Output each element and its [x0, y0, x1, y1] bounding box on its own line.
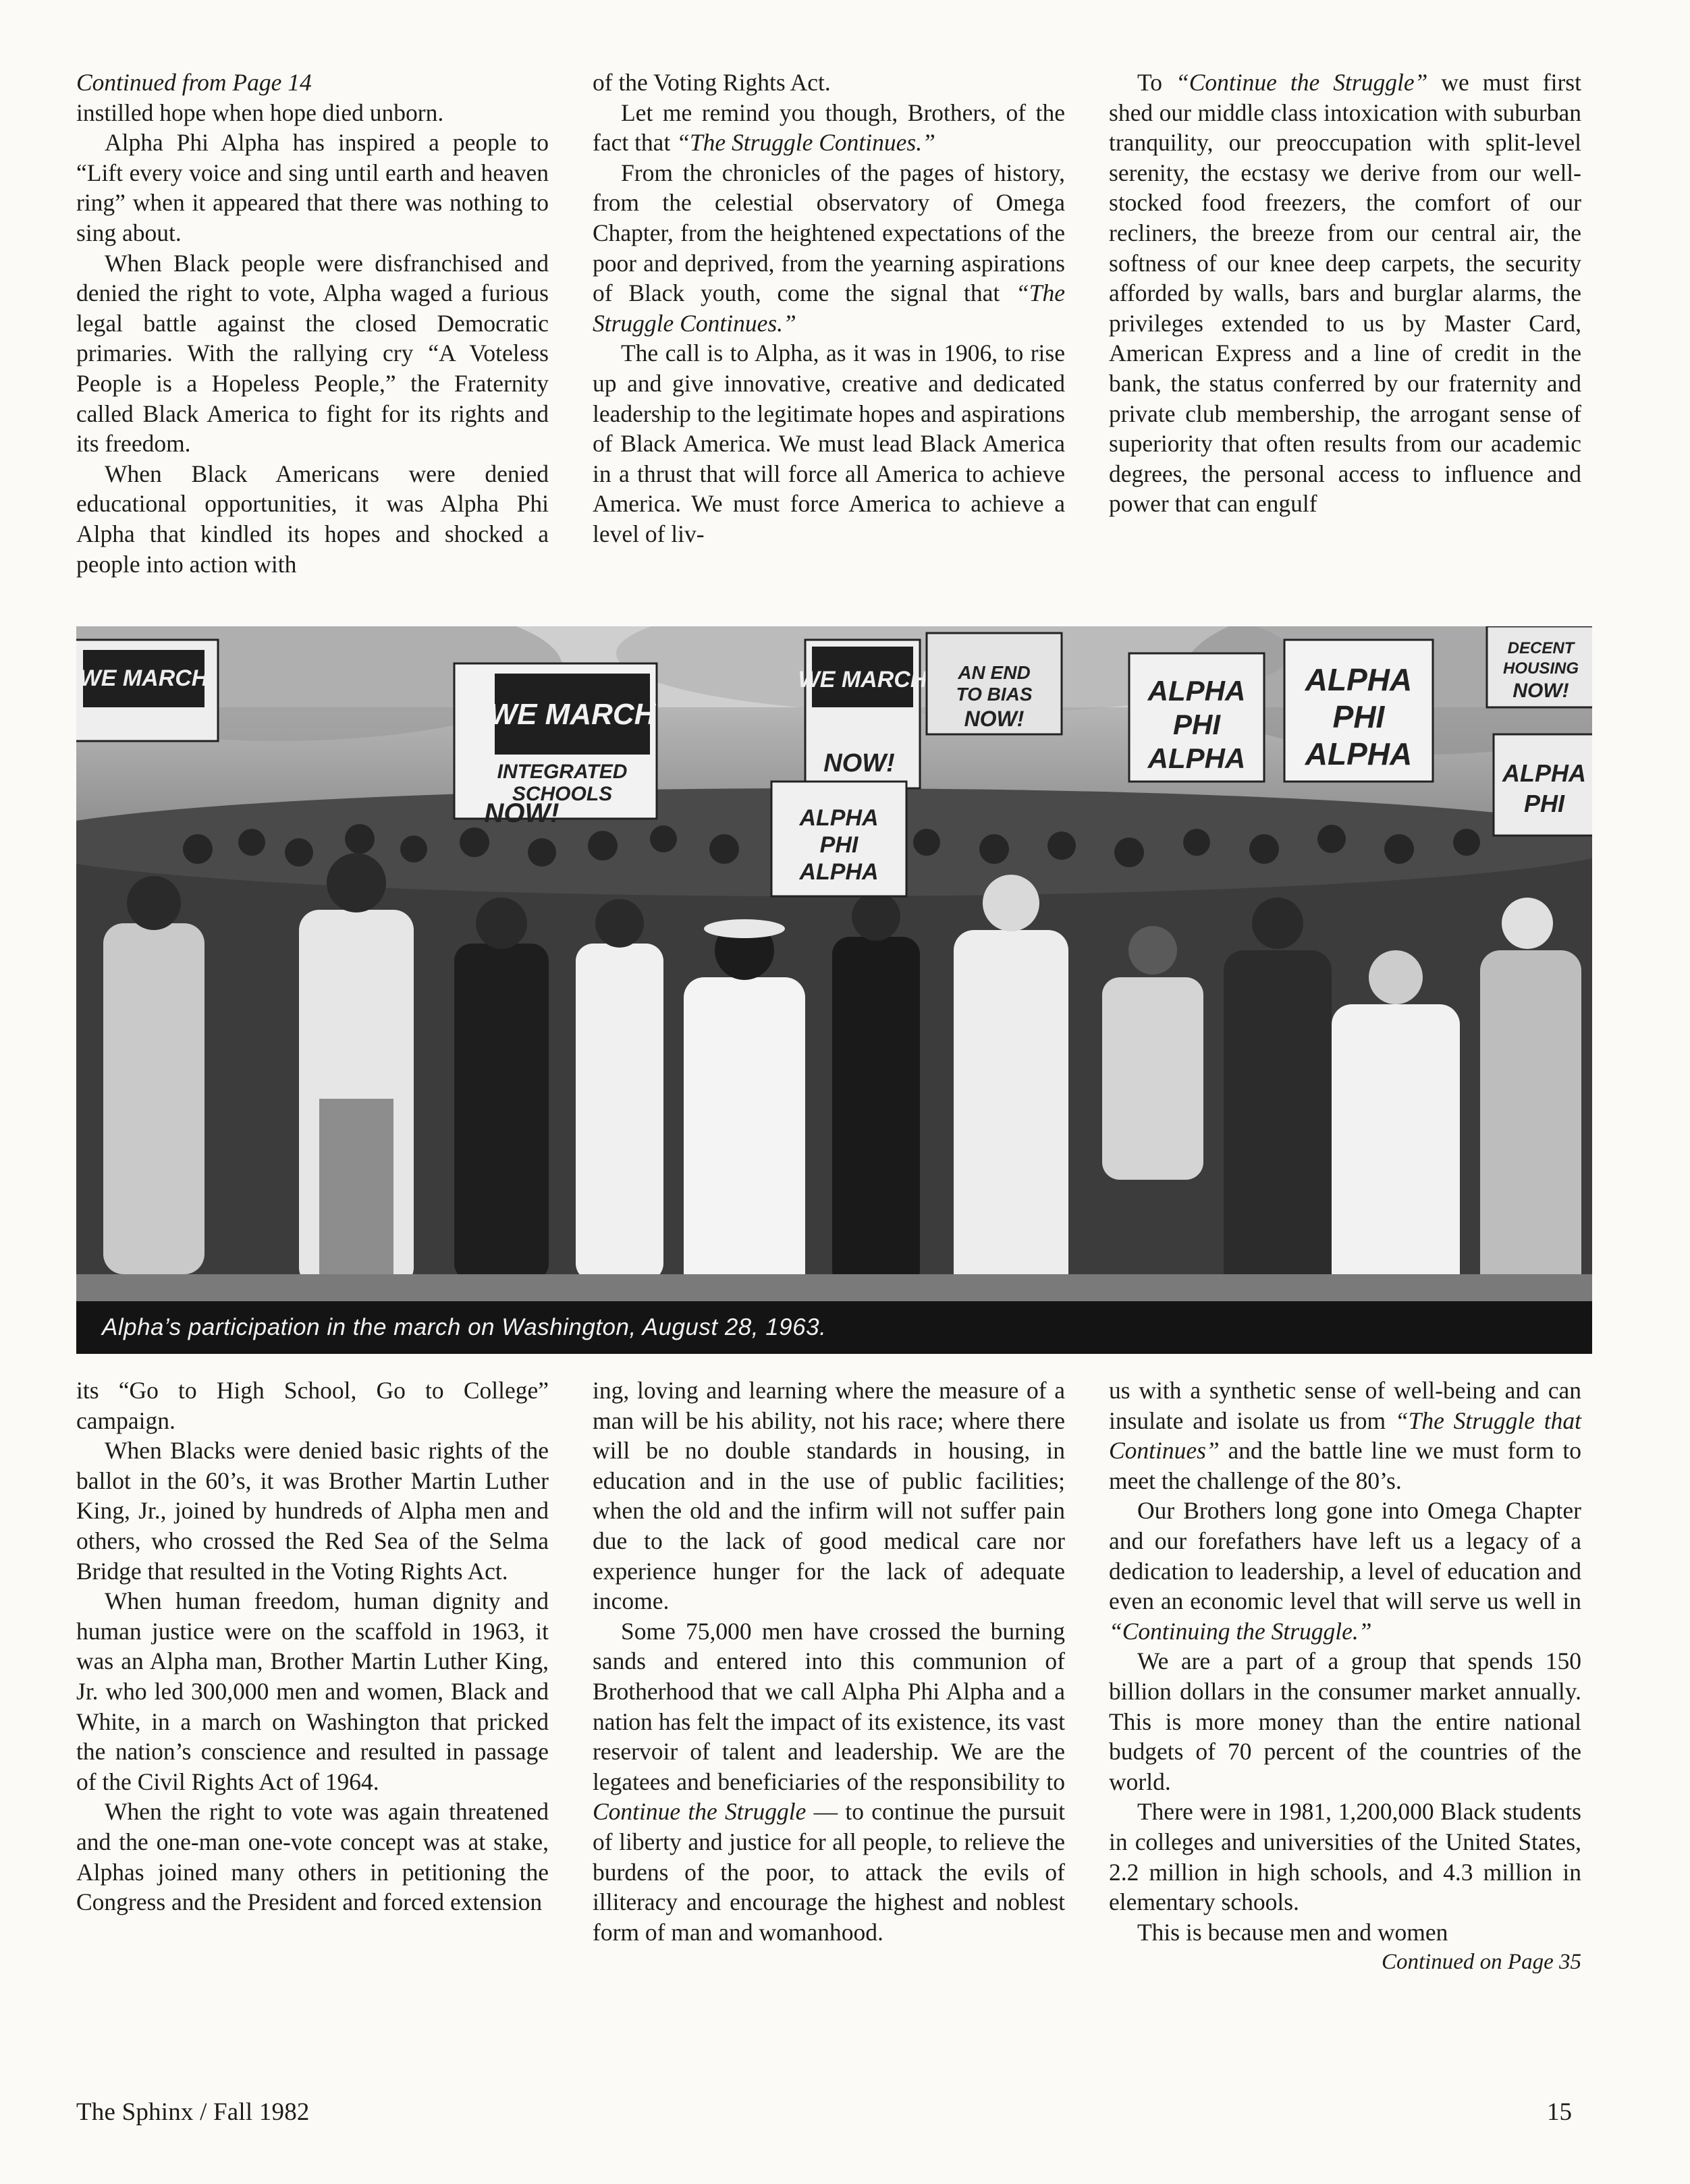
- sign-text: ALPHA: [799, 859, 879, 885]
- paragraph: The call is to Alpha, as it was in 1906, to rise up and give innovative, creative and dedicated leadership to the legitimate hopes and aspirations of Black America. We must lead Black America in a thrust that will force all America to achieve America. We must force America to achieve a level of liv-: [593, 339, 1065, 547]
- sign-text: SCHOOLS: [512, 783, 613, 805]
- paragraph: To “Continue the Struggle” we must first shed our middle class intoxication with suburban tranquility, our preoccupation with split-level serenity, the ecstasy we derive from our well-stocked food freezers, the comfort of our recliners, the breeze from our central air, the softness of our knee deep carpets, the security afforded by walls, bars and burglar alarms, the privileges extended to us by Master Card, American Express and a line of credit in the bank, the status conferred by our fraternity and private club membership, the arrogant sense of superiority that often results from our academic degrees, the personal access to influence and power that can engulf: [1109, 69, 1581, 518]
- sign-text: PHI: [1332, 699, 1385, 734]
- paragraph: instilled hope when hope died unborn.: [76, 99, 444, 126]
- paragraph: When the right to vote was again threatened and the one-man one-vote concept was at stake, Alphas joined many others in petitioning the Congress and the President and forced extension: [76, 1798, 549, 1916]
- paragraph: When Black people were disfranchised and denied the right to vote, Alpha waged a furious legal battle against the closed Democratic primaries. With the rallying cry “A Voteless People is a Hopeless People,” the Fraternity called Black America to fight for its rights and its freedom.: [76, 249, 549, 458]
- article-column-bottom-2: [593, 1375, 1065, 1947]
- sign-text: ALPHA: [1502, 759, 1586, 787]
- paragraph: Our Brothers long gone into Omega Chapter and our forefathers have left us a legacy of a dedication to leadership, a level of education and even an economic level that will serve us well in “Continuing the Struggle.”: [1109, 1497, 1581, 1645]
- march-photo: [76, 626, 1592, 1354]
- article-column-top-1: [76, 67, 549, 579]
- sign-text: NOW!: [964, 707, 1025, 731]
- sign-text: INTEGRATED: [497, 761, 628, 783]
- sign-text: HOUSING: [1502, 659, 1579, 678]
- paragraph: Some 75,000 men have crossed the burning sands and entered into this communion of Brotherhood that we call Alpha Phi Alpha and a nation has felt the impact of its existence, its vast reservoir of talent and leadership. We are the legatees and beneficiaries of the responsibility to Continue the Struggle — to continue the pursuit of liberty and justice for all people, to relieve the burdens of the poor, to attack the evils of illiteracy and encourage the highest and noblest form of man and womanhood.: [593, 1617, 1065, 1946]
- publication-footer: The Sphinx / Fall 1982: [76, 2098, 310, 2126]
- sign-text: PHI: [1172, 709, 1221, 740]
- paragraph: There were in 1981, 1,200,000 Black students in colleges and universities of the United States, 2.2 million in high schools, and 4.3 million in elementary schools.: [1109, 1798, 1581, 1916]
- sign-text: ALPHA: [799, 805, 879, 831]
- sign-text: NOW!: [823, 749, 895, 777]
- paragraph: of the Voting Rights Act.: [593, 69, 831, 96]
- sign-text: ALPHA: [1147, 675, 1246, 707]
- sign-text: WE MARCH: [79, 665, 209, 691]
- paragraph: its “Go to High School, Go to College” campaign.: [76, 1377, 549, 1434]
- sign-text: NOW!: [1512, 680, 1569, 702]
- sign-text: AN END: [958, 662, 1031, 683]
- article-column-bottom-3: [1109, 1375, 1581, 1977]
- continued-on-note: Continued on Page 35: [1381, 1950, 1581, 1975]
- continued-from-note: Continued from Page 14: [76, 69, 312, 96]
- paragraph: When human freedom, human dignity and human justice were on the scaffold in 1963, it was an Alpha man, Brother Martin Luther King, Jr. who led 300,000 men and women, Black and White, in a march on Washington that pricked the nation’s conscience and resulted in passage of the Civil Rights Act of 1964.: [76, 1587, 549, 1795]
- article-column-bottom-1: [76, 1375, 549, 1917]
- article-column-top-2: [593, 67, 1065, 549]
- sign-text: WE MARCH: [489, 698, 656, 731]
- paragraph: ing, loving and learning where the measure of a man will be his ability, not his race; where there will be no double standards in housing, in education and in the use of public facilities; when the old and the infirm will not suffer pain due to the lack of good medical care nor experience hunger for the lack of adequate income.: [593, 1377, 1065, 1615]
- sign-text: ALPHA: [1147, 742, 1246, 774]
- paragraph: Let me remind you though, Brothers, of the fact that “The Struggle Continues.”: [593, 99, 1065, 157]
- paragraph: When Black Americans were denied educational opportunities, it was Alpha Phi Alpha that kindled its hopes and shocked a people into action with: [76, 460, 549, 578]
- sign-text: NOW!: [484, 798, 560, 828]
- sign-text: WE MARCH: [798, 667, 927, 692]
- article-column-top-3: [1109, 67, 1581, 519]
- sign-text: TO BIAS: [956, 684, 1033, 705]
- march-photo-illustration: [76, 626, 1592, 1354]
- paragraph: When Blacks were denied basic rights of the ballot in the 60’s, it was Brother Martin Luther King, Jr., joined by hundreds of Alpha men and others, who crossed the Red Sea of the Selma Bridge that resulted in the Voting Rights Act.: [76, 1437, 549, 1585]
- paragraph: This is because men and women: [1137, 1918, 1448, 1946]
- paragraph: From the chronicles of the pages of history, from the celestial observatory of Omega Chapter, from the heightened expectations of the poor and deprived, from the yearning aspirations of Black youth, come the signal that “The Struggle Continues.”: [593, 159, 1065, 337]
- sign-text: ALPHA: [1305, 662, 1413, 697]
- photo-caption: Alpha’s participation in the march on Washington, August 28, 1963.: [76, 1301, 1592, 1354]
- paragraph: We are a part of a group that spends 150 billion dollars in the consumer market annually. This is more money than the entire national budgets of 70 percent of the countries of the world.: [1109, 1647, 1581, 1795]
- paragraph: us with a synthetic sense of well-being and can insulate and isolate us from “The Struggle that Continues” and the battle line we must form to meet the challenge of the 80’s.: [1109, 1377, 1581, 1494]
- paragraph: Alpha Phi Alpha has inspired a people to “Lift every voice and sing until earth and heaven ring” when it appeared that there was nothing to sing about.: [76, 129, 549, 246]
- sign-text: PHI: [819, 832, 858, 858]
- page-number: 15: [1547, 2098, 1572, 2126]
- sign-text: DECENT: [1507, 639, 1575, 657]
- sign-text: ALPHA: [1305, 736, 1413, 771]
- sign-text: PHI: [1523, 790, 1565, 817]
